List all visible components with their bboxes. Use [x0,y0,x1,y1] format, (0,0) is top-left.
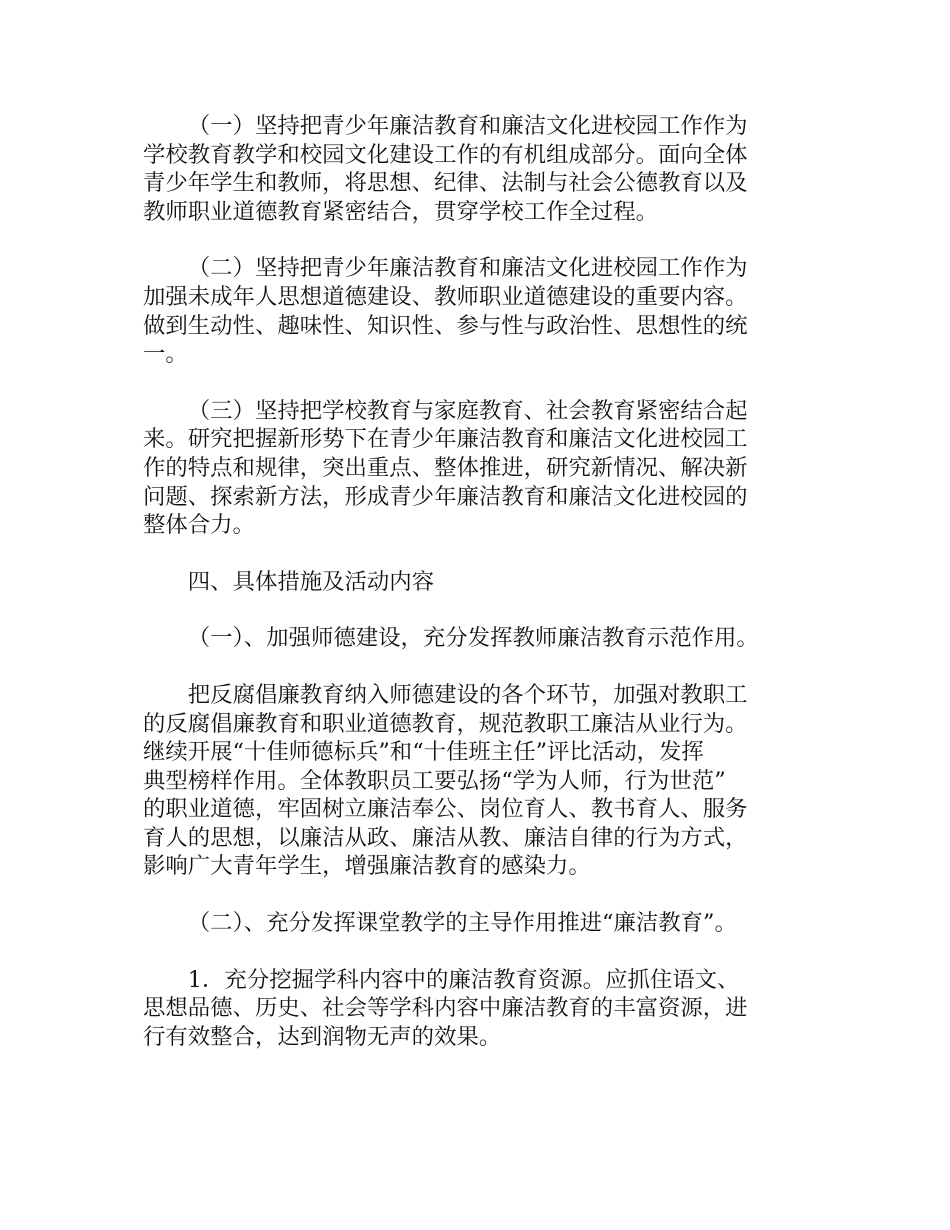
section-heading-measures: 四、具体措施及活动内容 [187,568,435,595]
paragraph-principle-1: （一）坚持把青少年廉洁教育和廉洁文化进校园工作作为 学校教育教学和校园文化建设工作的有机组成部分。面向全体 青少年学生和教师，将思想、纪律、法制与社会公德教育以及 教师职业道德教育紧密结合，贯穿学校工作全过程。 [143,113,748,225]
subheading-teacher-ethics: （一）、加强师德建设，充分发挥教师廉洁教育示范作用。 [187,625,759,652]
paragraph-principle-2: （二）坚持把青少年廉洁教育和廉洁文化进校园工作作为 加强未成年人思想道德建设、教师职业道德建设的重要内容。 做到生动性、趣味性、知识性、参与性与政治性、思想性的统 一。 [143,255,748,368]
document-body [143,112,823,1079]
paragraph-principle-3: （三）坚持把学校教育与家庭教育、社会教育紧密结合起 来。研究把握新形势下在青少年廉洁教育和廉洁文化进校园工 作的特点和规律，突出重点、整体推进，研究新情况、解决新 问题、探索新方法，形成青少年廉洁教育和廉洁文化进校园的 整体合力。 [143,397,748,539]
paragraph-subject-resources: 1．充分挖掘学科内容中的廉洁教育资源。应抓住语文、 思想品德、历史、社会等学科内容中廉洁教育的丰富资源，进 行有效整合，达到润物无声的效果。 [143,966,748,1050]
subheading-classroom-teaching: （二）、充分发挥课堂教学的主导作用推进“廉洁教育”。 [187,910,737,937]
paragraph-teacher-ethics: 把反腐倡廉教育纳入师德建设的各个环节，加强对教职工 的反腐倡廉教育和职业道德教育，规范教职工廉洁从业行为。 继续开展“十佳师德标兵”和“十佳班主任”评比活动，发挥 典型榜样作用。全体教职员工要弘扬“学为人师，行为世范” 的职业道德，牢固树立廉洁奉公、岗位育人、教书育人、服务 育人的思想，以廉洁从政、廉洁从教、廉洁自律的行为方式， 影响广大青年学生，增强廉洁教育的感染力。 [143,681,748,880]
